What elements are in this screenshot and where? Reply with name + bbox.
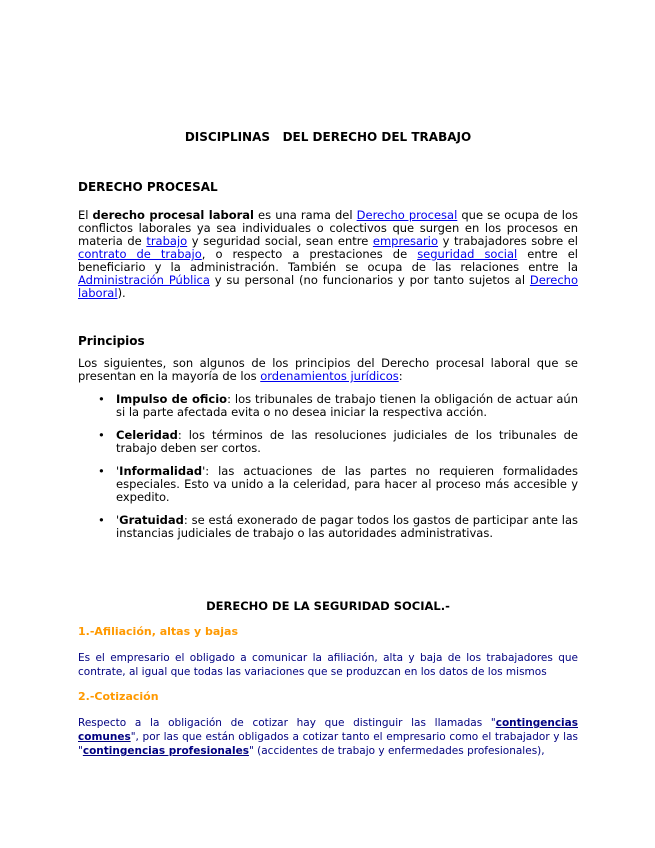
text: Los siguientes, son algunos de los principios del Derecho procesal laboral que se presentan en la mayoría de los [78,356,578,383]
subheading-cotizacion: 2.-Cotización [78,690,159,703]
link-ordenamientos-juridicos[interactable]: ordenamientos jurídicos [260,369,399,383]
bold-term: contingencias comunes [78,717,578,743]
link-contrato-de-trabajo[interactable]: contrato de trabajo [78,247,202,261]
list-item [78,429,578,455]
section-heading-derecho-procesal: DERECHO PROCESAL [78,180,218,194]
section-heading-seguridad-social: DERECHO DE LA SEGURIDAD SOCIAL.- [206,599,450,613]
principles-list [78,393,578,550]
list-item [78,465,578,504]
text: : los tribunales de trabajo tienen la obligación de actuar aún si la parte afectada evita o no desea iniciar la respectiva acción. [116,392,578,419]
text: y trabajadores sobre el [438,234,578,248]
link-administracion-publica[interactable]: Administración Pública [78,273,210,287]
document-title: DISCIPLINAS DEL DERECHO DEL TRABAJO [184,130,472,144]
paragraph-afiliacion: Es el empresario el obligado a comunicar la afiliación, alta y baja de los trabajadores que contrate, al igual que todas las variaciones que se produzcan en los datos de los mismos [78,652,578,678]
text: : los términos de las resoluciones judiciales de los tribunales de trabajo deben ser cortos. [116,428,578,455]
paragraph-derecho-procesal [78,209,578,300]
paragraph-principios-intro [78,357,578,383]
link-empresario[interactable]: empresario [372,234,439,248]
section-heading-principios: Principios [78,334,145,348]
text: y seguridad social, sean entre [187,234,373,248]
text: El [78,208,93,222]
bullet-icon: • [98,513,105,527]
text: Respecto a la obligación de cotizar hay que distinguir las llamadas " [78,717,496,729]
bold-term: Impulso de oficio [116,392,228,406]
text: : se está exonerado de pagar todos los gastos de participar ante las instancias judiciales de trabajo o las autoridades administrativas. [116,513,578,540]
text: entre el beneficiario y la administración. También se ocupa de las relaciones entre la [78,247,578,274]
text: ' [116,464,120,478]
link-derecho-laboral[interactable]: Derecho laboral [78,273,579,300]
paragraph-cotizacion [78,716,578,758]
text: , o respecto a prestaciones de [201,247,418,261]
text: y su personal (no funcionarios y por tanto sujetos al [209,273,530,287]
list-item [78,514,578,540]
bold-term: contingencias profesionales [82,745,249,757]
text: ': las actuaciones de las partes no requieren formalidades especiales. Esto va unido a la celeridad, para hacer al proceso más accesible y expedito. [116,464,578,504]
bullet-icon: • [98,392,105,406]
bullet-icon: • [98,428,105,442]
text: : [398,369,403,383]
text: ). [117,286,126,300]
link-derecho-procesal[interactable]: Derecho procesal [356,208,458,222]
link-trabajo[interactable]: trabajo [146,234,188,248]
subheading-afiliacion: 1.-Afiliación, altas y bajas [78,625,239,638]
bold-term: derecho procesal laboral [92,208,254,222]
text: " (accidentes de trabajo y enfermedades profesionales), [248,745,545,757]
bullet-icon: • [98,464,105,478]
bold-term: Informalidad [119,464,203,478]
bold-term: Gratuidad [119,513,184,527]
text: es una rama del [253,208,357,222]
list-item [78,393,578,419]
link-seguridad-social[interactable]: seguridad social [417,247,518,261]
text: que se ocupa de los conflictos laborales ya sea individuales o colectivos que surgen en los procesos en materia de [78,208,578,248]
text: ' [116,513,120,527]
text: ", por las que están obligados a cotizar tanto el empresario como el trabajador y las " [78,731,578,757]
bold-term: Celeridad [116,428,178,442]
